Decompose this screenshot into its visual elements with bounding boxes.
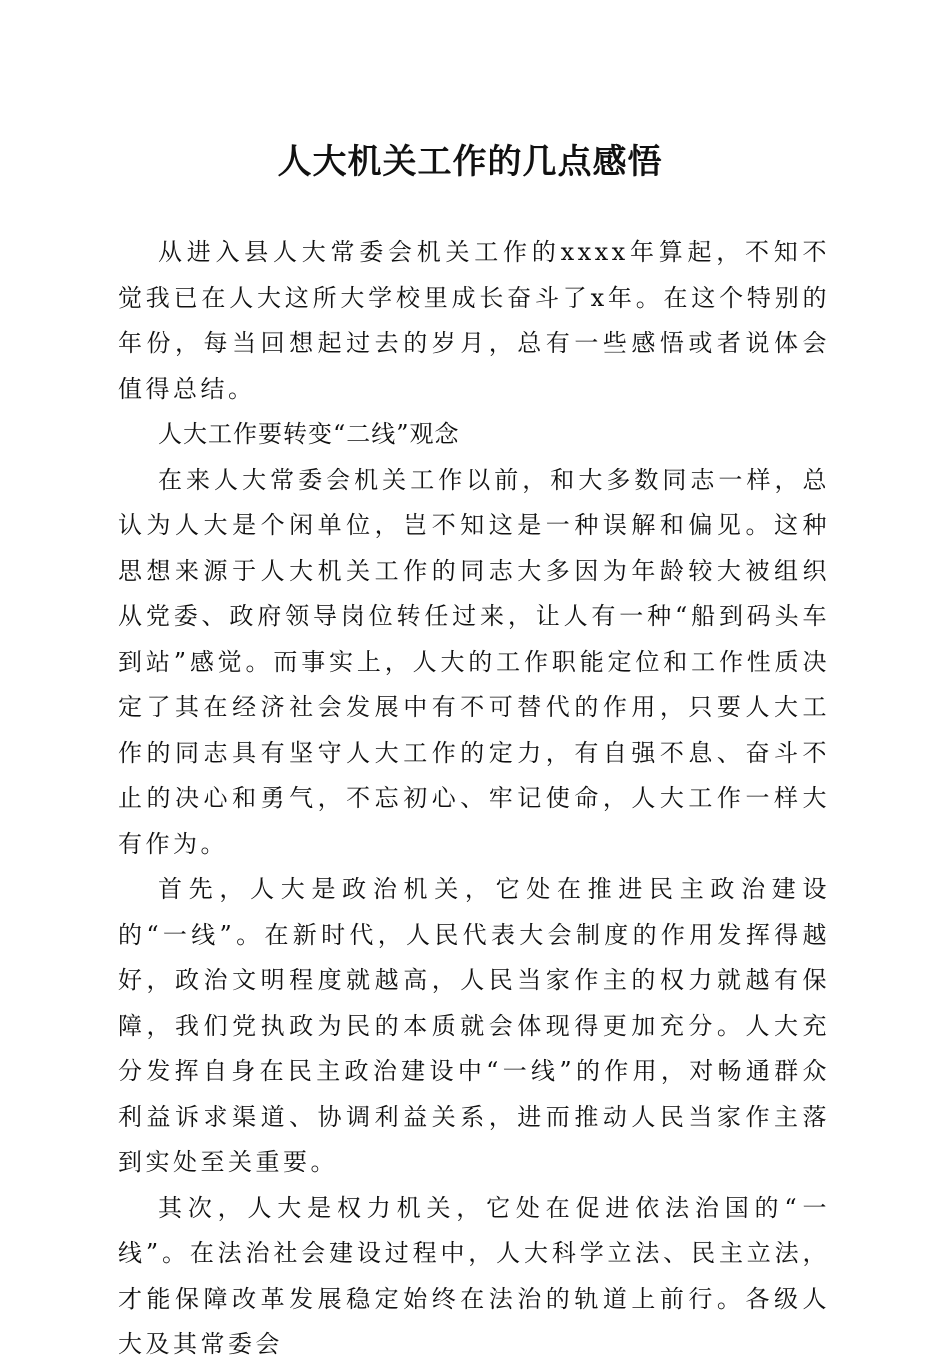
paragraph-misconception: 在来人大常委会机关工作以前，和大多数同志一样，总认为人大是个闲单位，岂不知这是一种误解和偏见。这种思想来源于人大机关工作的同志大多因为年龄较大被组织从党委、政府领导岗位转任过来，让人有一种“船到码头车到站”感觉。而事实上，人大的工作职能定位和工作性质决定了其在经济社会发展中有不可替代的作用，只要人大工作的同志具有坚守人大工作的定力，有自强不息、奋斗不止的决心和勇气，不忘初心、牢记使命，人大工作一样大有作为。: [118, 465, 830, 858]
paragraph-intro: 从进入县人大常委会机关工作的xxxx年算起，不知不觉我已在人大这所大学校里成长奋斗了x年。在这个特别的年份，每当回想起过去的岁月，总有一些感悟或者说体会值得总结。: [118, 238, 830, 403]
document-title: 人大机关工作的几点感悟: [277, 142, 663, 182]
section-heading: 人大工作要转变“二线”观念: [158, 420, 460, 448]
paragraph-power-organ: 其次，人大是权力机关，它处在促进依法治国的“一线”。在法治社会建设过程中，人大科学立法、民主立法，才能保障改革发展稳定始终在法治的轨道上前行。各级人大及其常委会: [118, 1193, 830, 1358]
paragraph-political-organ: 首先，人大是政治机关，它处在推进民主政治建设的“一线”。在新时代，人民代表大会制度的作用发挥得越好，政治文明程度就越高，人民当家作主的权力就越有保障，我们党执政为民的本质就会体现得更加充分。人大充分发挥自身在民主政治建设中“一线”的作用，对畅通群众利益诉求渠道、协调利益关系，进而推动人民当家作主落到实处至关重要。: [118, 875, 830, 1176]
document-body: [118, 230, 830, 1368]
